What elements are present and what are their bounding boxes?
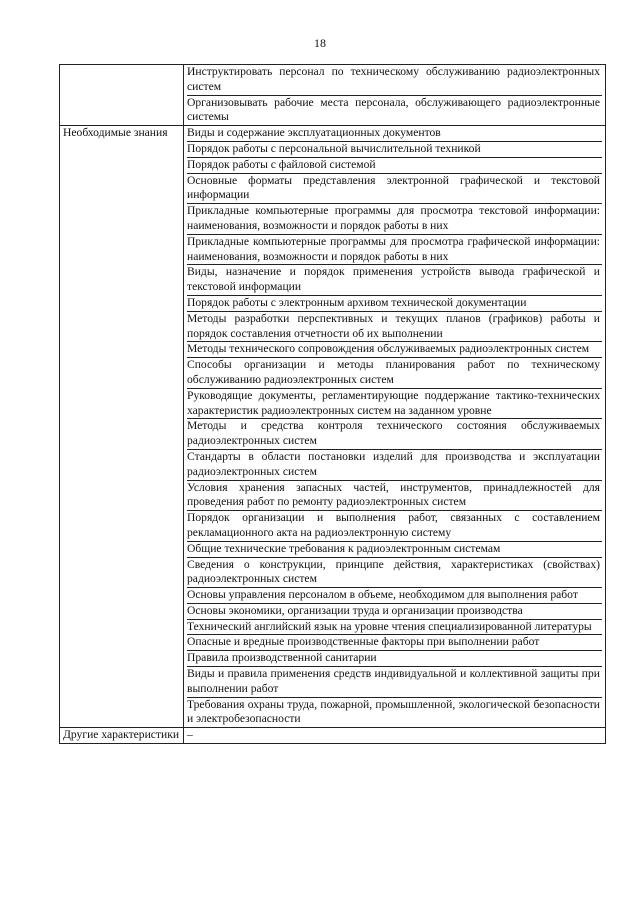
list-item: Основы управления персоналом в объеме, необходимом для выполнения работ <box>187 588 602 604</box>
page-number: 18 <box>314 36 326 50</box>
list-item: Порядок работы с персональной вычислительной техникой <box>187 142 602 158</box>
row-content <box>184 126 606 728</box>
list-item: Методы и средства контроля технического состояния обслуживаемых радиоэлектронных систем <box>187 419 602 450</box>
list-item: Руководящие документы, регламентирующие поддержание тактико-технических характеристик радиоэлектронных систем на заданном уровне <box>187 389 602 420</box>
list-item: Сведения о конструкции, принципе действия, характеристиках (свойствах) радиоэлектронных систем <box>187 558 602 589</box>
list-item: Виды, назначение и порядок применения устройств вывода графической и текстовой информации <box>187 265 602 296</box>
list-item: Организовывать рабочие места персонала, обслуживающего радиоэлектронные системы <box>187 95 600 124</box>
row-label <box>60 65 184 126</box>
list-item: Опасные и вредные производственные факторы при выполнении работ <box>187 635 602 651</box>
list-item: Условия хранения запасных частей, инструментов, принадлежностей для проведения работ по ремонту радиоэлектронных систем <box>187 481 602 512</box>
list-item: Основные форматы представления электронной графической и текстовой информации <box>187 174 602 205</box>
list-item: Стандарты в области постановки изделий для производства и эксплуатации радиоэлектронных систем <box>187 450 602 481</box>
list-item: Методы разработки перспективных и текущих планов (графиков) работы и порядок составления отчетности об их выполнении <box>187 312 602 343</box>
list-item: Основы экономики, организации труда и организации производства <box>187 604 602 620</box>
list-item: Порядок работы с файловой системой <box>187 158 602 174</box>
list-item: Общие технические требования к радиоэлектронным системам <box>187 542 602 558</box>
table-row <box>60 728 606 744</box>
list-item: Способы организации и методы планирования работ по техническому обслуживанию радиоэлектронных систем <box>187 358 602 389</box>
row-label: Необходимые знания <box>60 126 184 728</box>
list-item: Методы технического сопровождения обслуживаемых радиоэлектронных систем <box>187 342 602 358</box>
table-row <box>60 126 606 728</box>
list-item: Порядок организации и выполнения работ, связанных с составлением рекламационного акта на радиоэлектронную систему <box>187 511 602 542</box>
list-item: Порядок работы с электронным архивом технической документации <box>187 296 602 312</box>
table-row <box>60 65 606 126</box>
list-item: Технический английский язык на уровне чтения специализированной литературы <box>187 620 602 636</box>
knowledge-table <box>59 64 606 744</box>
row-content <box>184 65 606 126</box>
list-item: Виды и правила применения средств индивидуальной и коллективной защиты при выполнении работ <box>187 667 602 698</box>
list-item: Правила производственной санитарии <box>187 651 602 667</box>
list-item: Прикладные компьютерные программы для просмотра текстовой информации: наименования, возможности и порядок работы в них <box>187 204 602 235</box>
row-label: Другие характеристики <box>60 728 184 744</box>
list-item: Требования охраны труда, пожарной, промышленной, экологической безопасности и электробезопасности <box>187 697 600 726</box>
row-content <box>184 728 606 744</box>
list-item: Инструктировать персонал по техническому обслуживанию радиоэлектронных систем <box>187 65 602 96</box>
list-item: Прикладные компьютерные программы для просмотра графической информации: наименования, возможности и порядок работы в них <box>187 235 602 266</box>
list-item: Виды и содержание эксплуатационных документов <box>187 126 602 142</box>
list-item: – <box>187 728 193 742</box>
